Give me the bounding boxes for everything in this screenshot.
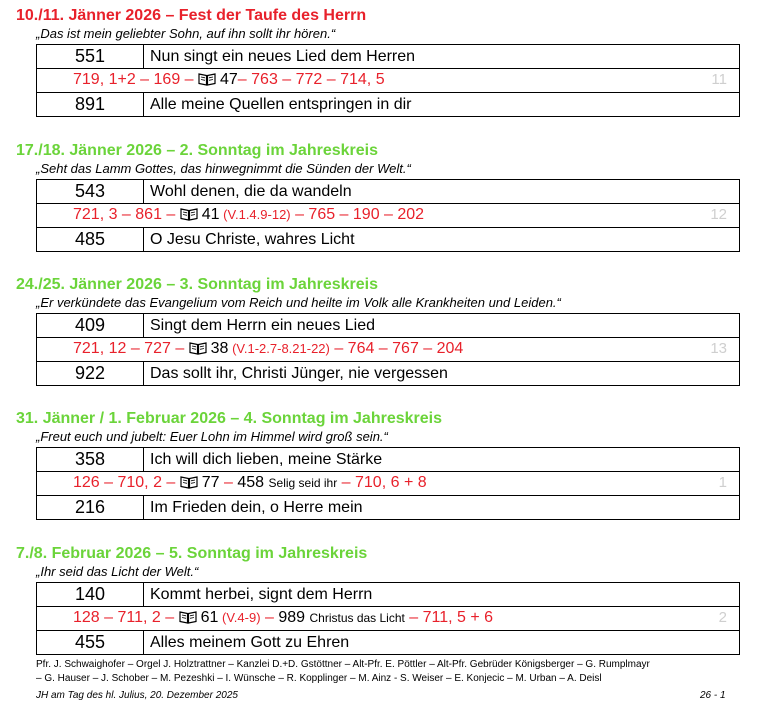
table-row: [37, 228, 740, 252]
page-reference: 12: [710, 206, 727, 223]
table-row: [37, 314, 740, 338]
table-row: [37, 204, 740, 228]
song-number: 455: [37, 631, 144, 655]
song-number: 358: [37, 448, 144, 472]
credits-line-2: – G. Hauser – J. Schober – M. Pezeshki – I. Wünsche – R. Kopplinger – M. Ainz - S. Weiser – E. Konjecic – M. Urban – A. Deisl: [36, 673, 602, 684]
table-row: [37, 69, 740, 93]
song-sequence: 721, 3 – 861 – 41 (V.1.4.9-12) – 765 – 190 – 202 12: [37, 204, 740, 228]
song-number: 409: [37, 314, 144, 338]
song-title: Nun singt ein neues Lied dem Herren: [144, 45, 740, 69]
book-icon: [189, 341, 207, 360]
section-motto: „Ihr seid das Licht der Welt.“: [36, 564, 199, 579]
song-title: O Jesu Christe, wahres Licht: [144, 228, 740, 252]
table-row: [37, 607, 740, 631]
song-table: [36, 44, 740, 117]
song-sequence: 719, 1+2 – 169 – 47– 763 – 772 – 714, 5 11: [37, 69, 740, 93]
song-table: [36, 582, 740, 655]
credits-line-1: Pfr. J. Schwaighofer – Orgel J. Holztrattner – Kanzlei D.+D. Gstöttner – Alt-Pfr. E. Pöttler – Alt-Pfr. Gebrüder Königsberger – G. Rumplmayr: [36, 659, 650, 670]
footer-date: JH am Tag des hl. Julius, 20. Dezember 2025: [36, 690, 238, 701]
book-icon: [179, 610, 197, 629]
song-title: Ich will dich lieben, meine Stärke: [144, 448, 740, 472]
song-title: Wohl denen, die da wandeln: [144, 180, 740, 204]
table-row: [37, 583, 740, 607]
song-title: Singt dem Herrn ein neues Lied: [144, 314, 740, 338]
section-motto: „Er verkündete das Evangelium vom Reich und heilte im Volk alle Krankheiten und Leiden.“: [36, 295, 561, 310]
song-sequence: 126 – 710, 2 – 77 – 458 Selig seid ihr – 710, 6 + 8 1: [37, 472, 740, 496]
song-number: 216: [37, 496, 144, 520]
section-title: 7./8. Februar 2026 – 5. Sonntag im Jahreskreis: [16, 545, 368, 562]
section-title: 24./25. Jänner 2026 – 3. Sonntag im Jahreskreis: [16, 276, 378, 293]
table-row: [37, 338, 740, 362]
song-title: Im Frieden dein, o Herre mein: [144, 496, 740, 520]
song-number: 922: [37, 362, 144, 386]
section-title: 31. Jänner / 1. Februar 2026 – 4. Sonntag im Jahreskreis: [16, 410, 442, 427]
song-number: 140: [37, 583, 144, 607]
table-row: [37, 362, 740, 386]
song-number: 551: [37, 45, 144, 69]
song-table: [36, 313, 740, 386]
page-reference: 1: [718, 474, 727, 491]
song-title: Das sollt ihr, Christi Jünger, nie vergessen: [144, 362, 740, 386]
table-row: [37, 93, 740, 117]
book-icon: [198, 72, 216, 91]
page-reference: 11: [711, 71, 727, 88]
table-row: [37, 496, 740, 520]
song-number: 543: [37, 180, 144, 204]
footer-page-number: 26 - 1: [700, 690, 726, 701]
song-sequence: 721, 12 – 727 – 38 (V.1-2.7-8.21-22) – 764 – 767 – 204 13: [37, 338, 740, 362]
table-row: [37, 472, 740, 496]
book-icon: [180, 475, 198, 494]
song-title: Kommt herbei, signt dem Herrn: [144, 583, 740, 607]
book-icon: [180, 207, 198, 226]
table-row: [37, 45, 740, 69]
song-table: [36, 179, 740, 252]
song-number: 891: [37, 93, 144, 117]
section-motto: „Freut euch und jubelt: Euer Lohn im Himmel wird groß sein.“: [36, 429, 388, 444]
section-motto: „Das ist mein geliebter Sohn, auf ihn sollt ihr hören.“: [36, 26, 336, 41]
song-title: Alles meinem Gott zu Ehren: [144, 631, 740, 655]
song-title: Alle meine Quellen entspringen in dir: [144, 93, 740, 117]
section-title: 17./18. Jänner 2026 – 2. Sonntag im Jahreskreis: [16, 142, 378, 159]
table-row: [37, 448, 740, 472]
page-reference: 13: [710, 340, 727, 357]
section-motto: „Seht das Lamm Gottes, das hinwegnimmt die Sünden der Welt.“: [36, 161, 411, 176]
table-row: [37, 180, 740, 204]
song-sequence: 128 – 711, 2 – 61 (V.4-9) – 989 Christus das Licht – 711, 5 + 6 2: [37, 607, 740, 631]
footer-credits: [36, 658, 751, 686]
song-table: [36, 447, 740, 520]
song-number: 485: [37, 228, 144, 252]
page-reference: 2: [718, 609, 727, 626]
section-title: 10./11. Jänner 2026 – Fest der Taufe des Herrn: [16, 7, 367, 24]
table-row: [37, 631, 740, 655]
